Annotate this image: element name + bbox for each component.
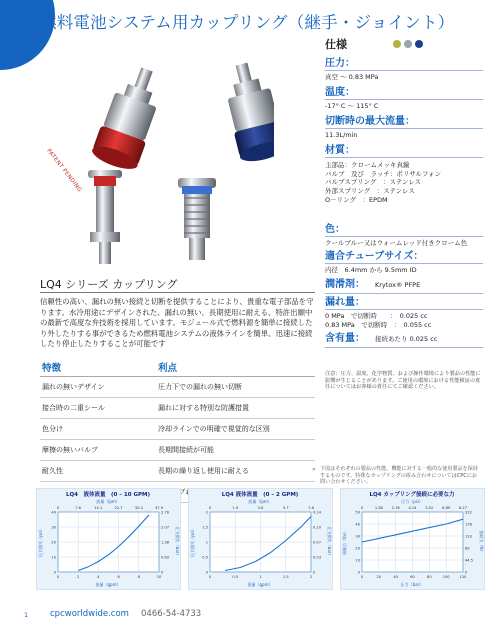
color-dot-gray xyxy=(404,40,412,48)
spec-leak-line: 0 MPa で切断時 ： 0.025 cc xyxy=(325,312,428,320)
chart-x-tick: 0.5 xyxy=(232,575,239,579)
chart-x-tick: 40 xyxy=(393,575,398,579)
feature-cell: 耐久性 xyxy=(42,467,63,475)
chart-x-tick: 100 xyxy=(442,575,450,579)
spec-material-line: バルブスプリング ：ステンレス xyxy=(325,178,422,187)
chart-y-tick: 1.5 xyxy=(202,525,208,530)
chart-y-tick: 2 xyxy=(205,510,208,515)
table-row xyxy=(40,377,315,398)
chart-x-top-tick: 6.89 xyxy=(442,506,451,510)
chart-x-axis-label: 流量（gpm） xyxy=(95,582,121,587)
chart-top-axis-label: 圧力（psi） xyxy=(401,499,423,504)
spec-note: 注意：圧力、温度、化学物質、および操作環境により製品の性能に影響が生じることがあります。ご使用の環境における性能検証の責任についてはお客様の責任にてご確認ください。 xyxy=(325,371,481,390)
chart-y-tick: 20 xyxy=(355,546,360,551)
patent-pending-label: PATENT PENDING xyxy=(45,148,83,194)
benefit-cell: 冷却ラインでの明確で視覚的な区別 xyxy=(158,425,270,433)
chart-x-tick: 10 xyxy=(156,575,162,579)
spec-temperature-label: 温度： xyxy=(325,83,483,100)
product-photo xyxy=(36,50,274,265)
feature-cell: 漏れの無いデザイン xyxy=(42,383,105,391)
chart-x-tick: 8 xyxy=(137,575,140,579)
chart-x-top-tick: 22.7 xyxy=(114,506,123,510)
chart-x-tick: 80 xyxy=(427,575,432,579)
chart-y-right-tick: 0.03 xyxy=(313,555,322,560)
spec-color xyxy=(325,220,483,248)
chart-x-axis-label: 流量（gpm） xyxy=(247,582,273,587)
spec-leak-label: 漏れ量： xyxy=(325,293,483,310)
chart-x-top-tick: 5.7 xyxy=(282,506,289,510)
chart-y-tick: 40 xyxy=(51,510,56,515)
chart-x-top-tick: 7.6 xyxy=(75,506,82,510)
chart-y-right-axis-label: 圧力損失（bar） xyxy=(175,526,180,558)
spec-tube-label: 適合チューブサイズ： xyxy=(325,247,483,264)
footer-url[interactable]: cpcworldwide.com xyxy=(50,609,129,619)
chart-y-tick: 50 xyxy=(355,510,360,515)
chart-y-right-tick: 2.07 xyxy=(161,525,170,530)
chart-y-tick: 0 xyxy=(205,570,208,575)
chart-x-tick: 60 xyxy=(410,575,415,579)
chart-y-right-tick: 44.5 xyxy=(465,558,474,563)
chart-connect-force xyxy=(340,488,485,590)
chart-x-top-tick: 7.6 xyxy=(308,506,314,510)
chart-x-top-tick: 5.52 xyxy=(425,506,434,510)
spec-color-label: 色： xyxy=(325,220,483,237)
footer-phone: 0466-54-4733 xyxy=(141,609,202,619)
benefit-cell: 圧力下での漏れの無い切断 xyxy=(158,383,242,391)
chart-x-top-tick: 37.9 xyxy=(154,506,164,510)
chart-y-right-tick: 0 xyxy=(161,570,164,575)
spec-material-label: 材質： xyxy=(325,141,483,158)
chart-top-axis-label: 流量（lpm） xyxy=(248,499,272,504)
chart-y-right-tick: 0 xyxy=(465,570,468,575)
chart-x-top-tick: 0 xyxy=(360,506,364,510)
chart-y-right-tick: 0.69 xyxy=(161,555,170,560)
page-number: 1 xyxy=(24,611,29,619)
spec-spill-label: 含有量： xyxy=(325,333,365,344)
features-table xyxy=(40,360,315,503)
table-row xyxy=(40,398,315,419)
chart-x-top-tick: 0 xyxy=(208,506,212,510)
chart-x-top-tick: 1.9 xyxy=(232,506,239,510)
chart-y-right-tick: 178 xyxy=(465,522,472,527)
chart-y-axis-label: 圧力損失（psi） xyxy=(190,527,195,557)
chevron-icon: » xyxy=(312,466,316,473)
chart-x-tick: 0 xyxy=(360,575,364,579)
chart-y-right-tick: 0.14 xyxy=(313,510,322,515)
spec-spill-value: 接続あたり 0.025 cc xyxy=(375,335,438,343)
chart-y-right-tick: 1.38 xyxy=(161,540,170,545)
chart-y-tick: 40 xyxy=(355,522,360,527)
chart-y-tick: 0 xyxy=(357,570,360,575)
chart-y-tick: 30 xyxy=(355,534,360,539)
feature-cell: 接合時の二重シール xyxy=(42,404,105,412)
spec-flow-value: 11.3L/min xyxy=(325,131,358,139)
chart-top-axis-label: 流量（lpm） xyxy=(96,499,120,504)
feature-cell: 色分け xyxy=(42,425,63,433)
chart-x-tick: 1 xyxy=(259,575,262,579)
table-row xyxy=(40,440,315,461)
spec-tube-value: 内径 6.4mm から 9.5mm ID xyxy=(325,266,417,274)
spec-leak-line: 0.83 MPa で切断時 ： 0.055 cc xyxy=(325,320,432,329)
chart-y-tick: 10 xyxy=(355,558,360,563)
series-title: LQ4 シリーズ カップリング xyxy=(40,278,178,291)
spec-temperature-value: -17° C ～ 115° C xyxy=(325,102,379,110)
chart-svg xyxy=(188,488,333,590)
spec-leak xyxy=(325,293,483,329)
spec-pressure-value: 真空 ～ 0.83 MPa xyxy=(325,73,379,81)
chart-svg xyxy=(340,488,485,590)
series-description: 信頼性の高い、漏れの無い接続と切断を提供することにより、貴重な電子部品を守ります。水冷用途にデザインされた、漏れの無い、長期使用に耐える、特許出願中の最新で高度な弁技術を採用しています。モジュール式で燃料源を簡単に接続したり外したりする事ができるため燃料電池システムの液体ラインを簡単、迅速に接続したり停止したりすることが可能です xyxy=(40,297,314,348)
color-dot-navy xyxy=(415,40,423,48)
chart-x-tick: 20 xyxy=(376,575,382,579)
spec-material-line: 主部品：クロームメッキ真鍮 xyxy=(325,161,410,169)
chart-y-right-tick: 2.76 xyxy=(161,510,170,515)
chart-x-tick: 6 xyxy=(117,575,120,579)
spec-material-line: O－リング ：EPDM xyxy=(325,195,388,204)
chart-y-right-tick: 0.07 xyxy=(313,540,322,545)
chart-y-right-axis-label: 圧力損失（bar） xyxy=(327,526,332,558)
table-row xyxy=(40,461,315,482)
chart-y-axis-label: 接続力（lbs） xyxy=(342,529,347,555)
color-dots xyxy=(393,40,423,48)
spec-temperature xyxy=(325,83,483,111)
chart-y-tick: 1 xyxy=(205,540,208,545)
chart-y-right-tick: 133 xyxy=(465,534,472,539)
chart-disclaimer: 下図はそれぞれの製品の性能、機能に対する一般的な使用製品を保持するものです。特殊なカップリングの組み合わせについてはCPCにお問い合わせください。 xyxy=(320,466,478,486)
spec-material xyxy=(325,141,483,205)
chart-x-tick: 0 xyxy=(56,575,60,579)
chart-y-tick: 30 xyxy=(51,525,56,530)
benefit-cell: 長期の繰り返し使用に耐える xyxy=(158,467,249,475)
chart-x-top-tick: 4.14 xyxy=(408,506,417,510)
chart-title: LQ4 カップリング接続に必要な力 xyxy=(369,492,455,498)
spec-material-line: 外部スプリング ：ステンレス xyxy=(325,187,415,196)
chart-y-axis-label: 圧力損失（psi） xyxy=(38,527,43,557)
chart-x-top-tick: 2.76 xyxy=(391,506,400,510)
chart-svg xyxy=(36,488,181,590)
chart-y-tick: 0.5 xyxy=(202,555,208,560)
chart-x-tick: 4 xyxy=(97,575,100,579)
chart-flow-10gpm xyxy=(36,488,181,590)
spec-flow xyxy=(325,112,483,140)
chart-y-right-tick: 0.10 xyxy=(313,525,322,530)
series-divider xyxy=(40,292,315,293)
spec-tube xyxy=(325,247,483,275)
benefit-cell: 漏れに対する特別な防護措置 xyxy=(158,404,249,412)
chart-y-right-tick: 222 xyxy=(465,510,472,515)
spec-pressure xyxy=(325,54,483,82)
spec-lubricant-value: Krytox® PFPE xyxy=(375,281,421,289)
chart-y-right-tick: 89 xyxy=(465,546,470,551)
chart-y-tick: 0 xyxy=(53,570,56,575)
chart-x-tick: 120 xyxy=(459,575,467,579)
chart-x-axis-label: 圧力（bar） xyxy=(400,582,424,587)
chart-x-top-tick: 1.38 xyxy=(374,506,383,510)
chart-x-tick: 1.5 xyxy=(282,575,289,579)
spec-heading: 仕様 xyxy=(325,38,347,51)
chart-flow-2gpm xyxy=(188,488,333,590)
chart-x-top-tick: 3.8 xyxy=(257,506,264,510)
chart-x-top-tick: 15.1 xyxy=(94,506,103,510)
chart-title: LQ4 液体流量 (0 – 2 GPM) xyxy=(221,492,299,498)
spec-material-line: バルブ 及び ラッチ：ポリサルフォン xyxy=(325,169,442,178)
chart-x-top-tick: 30.3 xyxy=(134,506,143,510)
chart-y-right-tick: 0 xyxy=(313,570,316,575)
spec-lubricant-label: 潤滑剤： xyxy=(325,279,365,290)
chart-x-tick: 0 xyxy=(208,575,212,579)
spec-lubricant xyxy=(325,275,483,294)
spec-spill xyxy=(325,329,483,348)
chart-y-tick: 10 xyxy=(51,555,56,560)
chart-y-right-axis-label: 接続力（N） xyxy=(479,530,484,554)
feature-cell: 摩擦の無いバルブ xyxy=(42,446,98,454)
table-row xyxy=(40,419,315,440)
color-dot-olive xyxy=(393,40,401,48)
features-header xyxy=(40,360,315,377)
spec-pressure-label: 圧力： xyxy=(325,54,483,71)
page-title: 燃料電池システム用カップリング（継手・ジョイント） xyxy=(40,13,455,32)
spec-flow-label: 切断時の最大流量： xyxy=(325,112,483,129)
chart-x-top-tick: 8.27 xyxy=(458,506,468,510)
chart-title: LQ4 液体流量 (0 – 10 GPM) xyxy=(65,492,151,498)
spec-color-value: クールブルー又はウォームレッド付きクローム色 xyxy=(325,239,468,247)
chart-x-tick: 2 xyxy=(309,575,313,579)
features-header-feature: 特徴 xyxy=(42,363,62,374)
benefit-cell: 長期間接続が可能 xyxy=(158,446,214,454)
chart-x-tick: 2 xyxy=(77,575,80,579)
features-header-benefit: 利点 xyxy=(158,363,178,374)
chart-x-top-tick: 0 xyxy=(56,506,60,510)
chart-y-tick: 20 xyxy=(51,540,56,545)
